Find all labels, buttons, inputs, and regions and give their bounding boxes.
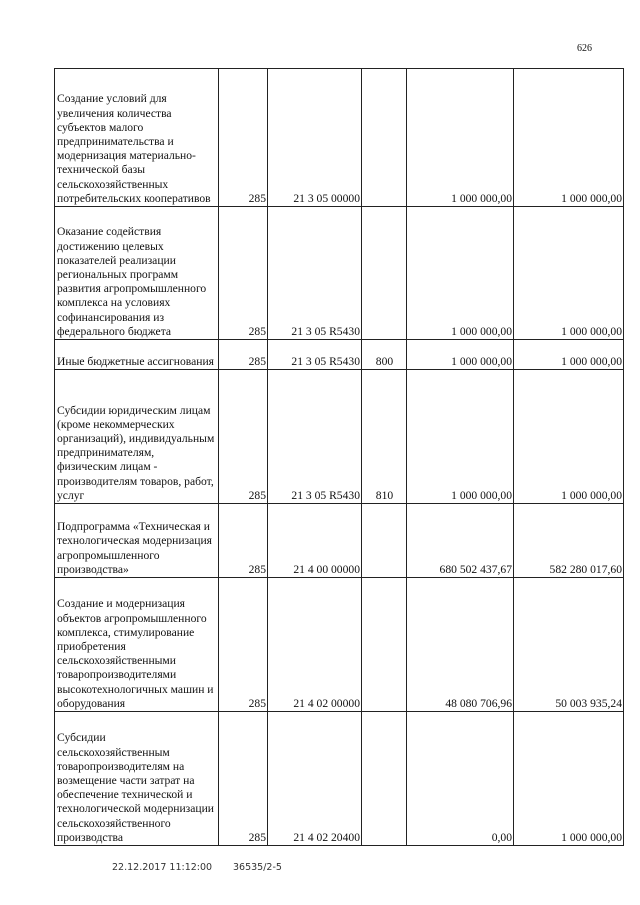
row-ved: 285 — [219, 69, 268, 207]
row-csr: 21 3 05 R5430 — [268, 340, 362, 370]
footer-document-code: 36535/2-5 — [233, 862, 282, 873]
row-sum-2020: 582 280 017,60 — [514, 504, 624, 578]
row-vr — [362, 578, 407, 712]
row-vr: 800 — [362, 340, 407, 370]
row-sum-2020: 1 000 000,00 — [514, 207, 624, 340]
row-sum-2019: 1 000 000,00 — [407, 370, 514, 504]
row-sum-2019: 1 000 000,00 — [407, 69, 514, 207]
row-sum-2019: 1 000 000,00 — [407, 207, 514, 340]
budget-table — [54, 68, 624, 846]
table-row — [55, 207, 624, 340]
row-sum-2019: 680 502 437,67 — [407, 504, 514, 578]
row-csr: 21 4 02 20400 — [268, 712, 362, 846]
table-row — [55, 370, 624, 504]
row-ved: 285 — [219, 504, 268, 578]
table-row — [55, 504, 624, 578]
row-vr — [362, 207, 407, 340]
row-sum-2019: 0,00 — [407, 712, 514, 846]
table-row — [55, 69, 624, 207]
page-number: 626 — [577, 43, 592, 54]
row-name: Создание условий для увеличения количества субъектов малого предпринимательства и модернизация материально-технической базы сельскохозяйственных потребительских кооперативов — [55, 69, 219, 207]
row-ved: 285 — [219, 207, 268, 340]
row-ved: 285 — [219, 578, 268, 712]
table-row — [55, 712, 624, 846]
row-ved: 285 — [219, 712, 268, 846]
footer-datetime: 22.12.2017 11:12:00 — [112, 862, 213, 873]
row-name: Подпрограмма «Техническая и технологическая модернизация агропромышленного производства» — [55, 504, 219, 578]
row-sum-2020: 1 000 000,00 — [514, 69, 624, 207]
row-csr: 21 3 05 R5430 — [268, 370, 362, 504]
row-csr: 21 4 00 00000 — [268, 504, 362, 578]
row-ved: 285 — [219, 370, 268, 504]
row-name: Создание и модернизация объектов агропромышленного комплекса, стимулирование приобретения сельскохозяйственными товаропроизводителями высокотехнологичных машин и оборудования — [55, 578, 219, 712]
row-ved: 285 — [219, 340, 268, 370]
row-sum-2020: 1 000 000,00 — [514, 340, 624, 370]
row-sum-2020: 50 003 935,24 — [514, 578, 624, 712]
row-name: Иные бюджетные ассигнования — [55, 340, 219, 370]
row-sum-2019: 1 000 000,00 — [407, 340, 514, 370]
row-csr: 21 4 02 00000 — [268, 578, 362, 712]
row-sum-2020: 1 000 000,00 — [514, 712, 624, 846]
row-name: Субсидии сельскохозяйственным товаропроизводителям на возмещение части затрат на обеспечение технической и технологической модернизации сельскохозяйственного производства — [55, 712, 219, 846]
table-row — [55, 578, 624, 712]
row-csr: 21 3 05 00000 — [268, 69, 362, 207]
table-row — [55, 340, 624, 370]
row-csr: 21 3 05 R5430 — [268, 207, 362, 340]
row-vr: 810 — [362, 370, 407, 504]
row-vr — [362, 69, 407, 207]
row-vr — [362, 504, 407, 578]
row-sum-2019: 48 080 706,96 — [407, 578, 514, 712]
row-name: Субсидии юридическим лицам (кроме некоммерческих организаций), индивидуальным предпринимателям, физическим лицам - производителям товаров, работ, услуг — [55, 370, 219, 504]
row-vr — [362, 712, 407, 846]
row-name: Оказание содействия достижению целевых показателей реализации региональных программ развития агропромышленного комплекса на условиях софинансирования из федерального бюджета — [55, 207, 219, 340]
row-sum-2020: 1 000 000,00 — [514, 370, 624, 504]
